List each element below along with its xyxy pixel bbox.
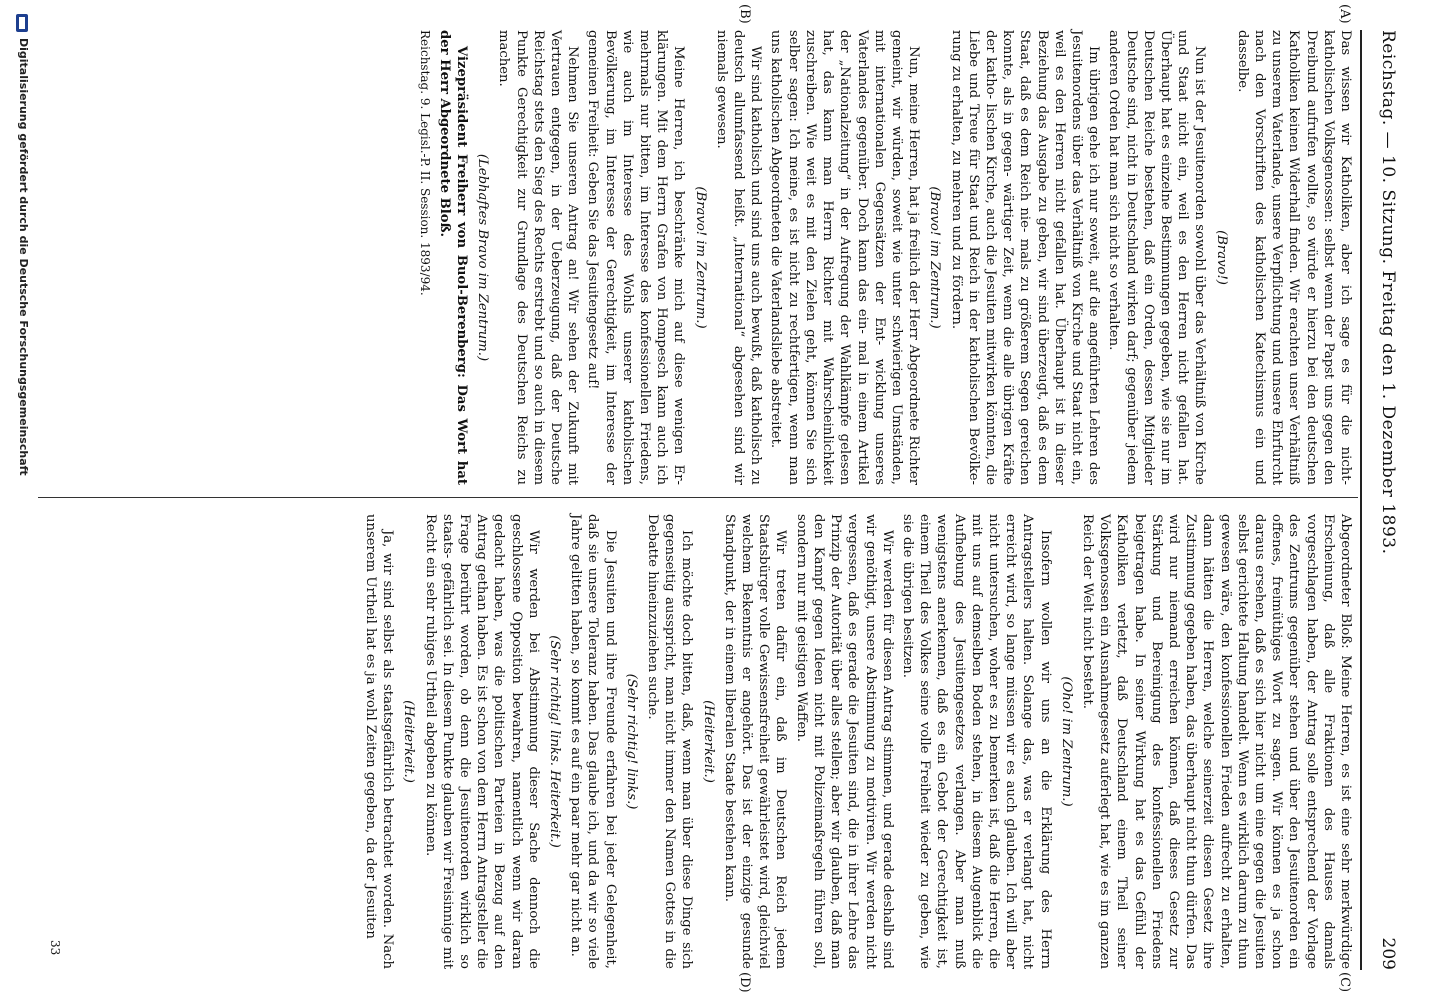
paragraph: Abgeordneter Bloß: Meine Herren, es ist eine sehr merkwürdige Erscheinung, daß alle Fraktionen des Hauses damals vorgeschlagen haben, der Antrag solle entsprechend der Vorlage des Zentrums gegenüber stehen und über den Jesuitenorden ein offenes, freimüthiges Wort zu sagen. Wir können es ja schon daraus ersehen, daß es sich hier nicht um eine gegen die Jesuiten selbst gerichtete Haltung handelt. Wenn es wirklich darum zu thun gewesen wäre, den konfessionellen Frieden aufrecht zu erhalten, dann hätten die Herren, welche seinerzeit diesen Gesetz ihre Zustimmung gegeben haben, das überhaupt nicht thun dürfen. Das wird nur niemand erreichen können, daß dieses Gesetz zur Stärkung und Bereinigung des konfessionellen Friedens beigetragen habe. In seiner Wirkung hat es das Gefühl der Katholiken verletzt, daß Deutschland einem Theil seiner Volksgenossen ein Ausnahmegesetz auferlegt hat, wie es im ganzen Reich der Welt nicht besteht. [1079,514,1353,969]
source-line: Reichstag. 9. Legisl.-P. II. Session. 1893/94. [417,30,432,296]
running-title: Reichstag. — 10. Sitzung. Freitag den 1. Dezember 1893. [1378,30,1398,555]
left-column [412,30,1354,485]
margin-marker-d: (D) [737,972,752,993]
speaker-line: Vizepräsident Freiherr von Buol-Berenberg: Das Wort hat der Herr Abgeordnete Bloß. [436,30,470,485]
margin-marker-b: (B) [737,4,752,24]
paragraph: Wir werden bei Abstimmung dieser Sache dennoch die geschlossene Opposition bewahren, namentlich wenn wir daran gedacht haben, was die politischen Parteien in Bezug auf den Antrag gethan haben. Es ist schon von dem Herrn Antragsteller die Frage berührt worden, ob denn die Jesuitenorden wirklich so staats- gefährlich sei. In diesem Punkte glauben wir Freisinnige mit Recht ein sehr ruhiges Urtheil abgeben zu können. [422,514,541,969]
interjection: (Heiterkeit.) [401,700,417,783]
paragraph: Nun ist der Jesuitenorden sowohl über das Verhältniß von Kirche und Staat nicht ein, weil es den Herren nicht gefallen hat. Überhaupt hat es einzelne Bestimmungen gegeben, wie sie nur im Deutschen Reiche bestehen, daß ein Orden, dessen Mitglieder Deutsche sind, nicht in Deutschland wirken darf; gegenüber jedem anderen Orden hat man sich nicht so verhalten. [1106,30,1208,485]
page-foot-number: 33 [48,940,62,956]
paragraph: Meine Herren, ich beschränke mich auf diese wenigen Er- klärungen. Mit dem Herrn Grafen von Hompesch kann auch ich mehrmals nur bitten, im Interesse des konfessionellen Friedens, wie auch im Interesse des Wohls unserer katholischen Bevölkerung, im Interesse der Gerechtigkeit, im Interesse der gemeinen Freiheit: Geben Sie das Jesuitengesetz auf! [585,30,687,485]
interjection: (Lebhaftes Bravo im Zentrum.) [475,153,491,362]
digitization-footer [4,0,30,1000]
interjection: (Heiterkeit.) [700,700,716,783]
paragraph: Insofern wollen wir uns an die Erklärung des Herrn Antragstellers halten. Solange das, was er verlangt hat, nicht erreicht wird, so lange müssen wir es auch glauben. Ich will aber nicht untersuchen, woher es zu bemerken ist, daß die Herren, die mit uns auf demselben Boden stehen, in diesem Augenblick die Aufhebung des Jesuitengesetzes verlangen. Aber man muß wenigstens anerkennen, daß es ein Gebot der Gerechtigkeit ist, einem Theil des Volkes seine volle Freiheit wieder zu geben, wie sie die übrigen besitzen. [899,514,1053,969]
paragraph: Im übrigen gehe ich nur soweit, auf die angeführten Lehren des Jesuitenordens über das Verhältniß von Kirche und Staat nicht ein, weil es den Herren nicht gefallen hat. Überhaupt ist in dieser Beziehung das Ausgabe zu geben, wir sind überzeugt, daß es dem Staat, daß es dem Reich nie- mals zu größerem Segen gereichen konnte, als in gegen- wärtiger Zeit, wenn die alle übrigen Kräfte der katho- lischen Kirche, auch die Jesuiten mitwirken könnten, die Liebe und Treue für Staat und Reich in der katholischen Bevölke- rung zu erhalten, zu mehren und zu fördern. [948,30,1102,485]
paragraph: Wir werden für diesen Antrag stimmen, und gerade deshalb sind wir genöthigt, unsere Abstimmung zu motiviren. Wir werden nicht vergessen, daß es gerade die Jesuiten sind, die in ihrer Lehre das Prinzip der Autorität über alles stellen; aber wir glauben, daß man den Kampf gegen Ideen nicht mit Polizeimaßregeln führen soll, sondern nur mit geistigen Waffen. [793,514,895,969]
paragraph: Ja, wir sind selbst als staatsgefährlich betrachtet worden. Nach unserem Urtheil hat es ja wohl Zeiten gegeben, da der Jesuiten [363,514,396,969]
paragraph: Nun, meine Herren, hat ja freilich der Herr Abgeordnete Richter gemeint, wir würden, soweit wie unter schwierigen Umständen, mit internationalen Gegensätzen der Ent- wicklung unseres Vaterlandes gegenüber. Doch kann das ein- mal in einem Artikel der „Nationalzeitung“ in der Aufregung der Wahlkämpfe gelesen hat, das kann man Herrn Richter mit Wahrscheinlichkeit zuschreiben. Wie weit es mit den Zielen geht, können Sie sich selber sagen: Ich meine, es ist nicht zu rechtfertigen, wenn man uns katholischen Abgeordneten die Vaterlandsliebe abstreitet. [768,30,922,485]
paragraph: Die Jesuiten und ihre Freunde erfahren bei jeder Gelegenheit, daß sie unsere Toleranz haben. Das glaube ich, und da wir so viele Jahre gelitten haben, so kommt es auf ein paar mehr gar nicht an. [568,514,618,969]
interjection: (Bravo! im Zentrum.) [692,186,708,329]
interjection: (Bravo! im Zentrum.) [927,186,943,329]
dfg-logo-icon [16,14,28,32]
paragraph: Wir treten dafür ein, daß im Deutschen Reich jedem Staatsbürger volle Gewissensfreiheit gewährleistet wird, gleichviel welchem Bekenntnis er angehört. Das ist der einzige gesunde Standpunkt, der in einem liberalen Staate bestehen kann. [721,514,789,969]
running-header [1364,30,1404,970]
column-divider [38,497,1358,498]
paragraph: Nehmen Sie unseren Antrag an! Wir sehen der Zukunft mit Vertrauen entgegen, in der Ueberzeugung, daß der Deutsche Reichstag stets den Sieg des Rechts erstrebt und so auch in diesem Punkte Gerechtigkeit zur Grundlage des Deutschen Reichs zu machen. [496,30,581,485]
paragraph: Ich möchte doch bitten, daß, wenn man über diese Dinge sich gegenseitig ausspricht, man nicht immer den Namen Gottes in die Debatte hineinzuziehen suche. [645,514,695,969]
interjection: (Sehr richtig! links. Heiterkeit.) [547,635,563,848]
margin-marker-c: (C) [1337,972,1352,993]
page-number: 209 [1378,937,1398,970]
interjection: (Oho! im Zentrum.) [1058,676,1074,807]
interjection: (Sehr richtig! links.) [623,673,639,810]
interjection: (Bravo!) [1213,230,1229,285]
right-column [359,514,1354,969]
header-rule [1360,30,1362,970]
paragraph: Wir sind katholisch und sind uns auch bewußt, daß katholisch zu deutsch allumfassend heißt. „International“ abgesehen sind wir niemals gewesen. [713,30,764,485]
paragraph: Das wissen wir Katholiken, aber ich sage es für die nicht-katholischen Volksgenossen: selbst wenn der Papst uns gegen den Dreibund aufrufen wollte, so würde er hierzu bei den deutschen Katholiken keinen Widerhall finden. Wir erachten unser Verhältniß zu unserem Vaterlande, unsere Verpflichtung und unsere Ehrfurcht nach den Vorschriften des katholischen Katechismus ein und dasselbe. [1234,30,1353,485]
digitization-credit: Digitalisierung gefördert durch die Deutsche Forschungsgemeinschaft [17,38,30,476]
margin-marker-a: (A) [1337,4,1352,24]
